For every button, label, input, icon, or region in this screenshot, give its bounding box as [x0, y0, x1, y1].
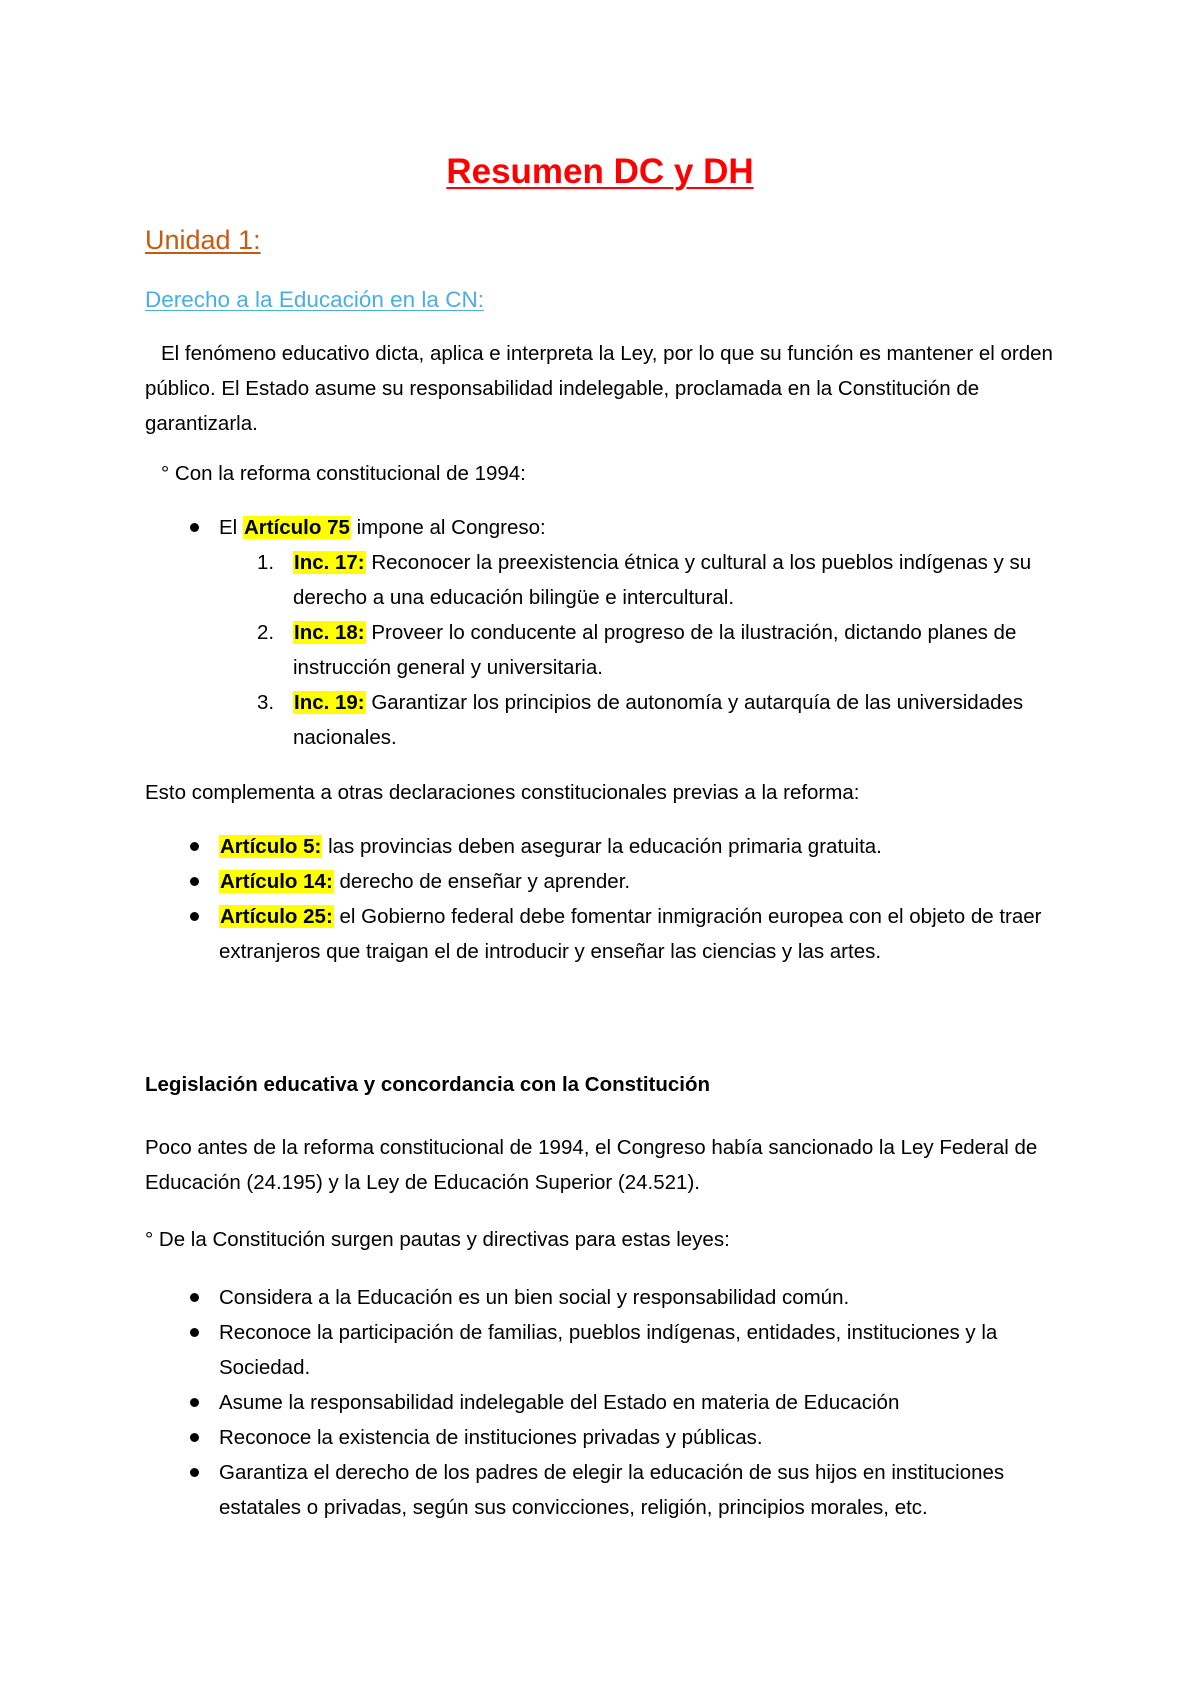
incisos-list: [257, 545, 1053, 755]
directive-item: Reconoce la existencia de instituciones privadas y públicas.: [219, 1420, 1049, 1455]
directives-intro: ° De la Constitución surgen pautas y directivas para estas leyes:: [145, 1228, 730, 1251]
bullet-icon: [190, 1468, 199, 1477]
article-item: Artículo 25: el Gobierno federal debe fomentar inmigración europea con el objeto de traer extranjeros que traigan el de introducir y enseñar las ciencias y las artes.: [219, 899, 1049, 969]
complement-intro: Esto complementa a otras declaraciones constitucionales previas a la reforma:: [145, 781, 860, 804]
directives-list: [219, 1280, 1049, 1525]
intro-paragraph: El fenómeno educativo dicta, aplica e interpreta la Ley, por lo que su función es mantener el orden público. El Estado asume su responsabilidad indelegable, proclamada en la Constitución de garantizarla.: [145, 342, 1053, 435]
reform-note: ° Con la reforma constitucional de 1994:: [161, 462, 526, 485]
bullet-icon: [190, 912, 199, 921]
unit-heading: Unidad 1:: [145, 225, 261, 255]
article-label: Artículo 25:: [220, 905, 333, 928]
bullet-icon: [190, 877, 199, 886]
art75-highlight: Artículo 75: [243, 516, 350, 539]
articles-list: [219, 829, 1049, 969]
bullet-icon: [190, 1328, 199, 1337]
inciso-label: Inc. 19:: [294, 691, 365, 714]
art75-item: El Artículo 75 impone al Congreso:: [219, 510, 1059, 545]
directive-item: Considera a la Educación es un bien social y responsabilidad común.: [219, 1280, 1049, 1315]
art75-list: [219, 510, 1059, 545]
bullet-icon: [190, 1433, 199, 1442]
directive-item: Asume la responsabilidad indelegable del Estado en materia de Educación: [219, 1385, 1049, 1420]
directive-item: Reconoce la participación de familias, pueblos indígenas, entidades, instituciones y la Sociedad.: [219, 1315, 1049, 1385]
directive-item: Garantiza el derecho de los padres de elegir la educación de sus hijos en instituciones estatales o privadas, según sus convicciones, religión, principios morales, etc.: [219, 1455, 1049, 1525]
bullet-icon: [190, 1398, 199, 1407]
document-title: Resumen DC y DH: [446, 152, 754, 191]
inciso-item: 2. Inc. 18: Proveer lo conducente al progreso de la ilustración, dictando planes de instrucción general y universitaria.: [257, 621, 1017, 679]
legislation-heading: Legislación educativa y concordancia con la Constitución: [145, 1073, 711, 1096]
inciso-label: Inc. 18:: [294, 621, 365, 644]
article-label: Artículo 5:: [220, 835, 322, 858]
article-item: Artículo 14: derecho de enseñar y aprender.: [219, 864, 1049, 899]
legislation-paragraph: Poco antes de la reforma constitucional de 1994, el Congreso había sancionado la Ley Federal de Educación (24.195) y la Ley de Educación Superior (24.521).: [145, 1136, 1038, 1194]
article-item: Artículo 5: las provincias deben asegurar la educación primaria gratuita.: [219, 829, 1049, 864]
bullet-icon: [190, 1293, 199, 1302]
section-heading: Derecho a la Educación en la CN:: [145, 287, 484, 312]
inciso-item: 1. Inc. 17: Reconocer la preexistencia étnica y cultural a los pueblos indígenas y su derecho a una educación bilingüe e intercultural.: [257, 551, 1032, 609]
bullet-icon: [190, 842, 199, 851]
bullet-icon: [190, 523, 199, 532]
inciso-label: Inc. 17:: [294, 551, 365, 574]
article-label: Artículo 14:: [220, 870, 333, 893]
inciso-item: 3. Inc. 19: Garantizar los principios de autonomía y autarquía de las universidades nacionales.: [257, 691, 1024, 749]
